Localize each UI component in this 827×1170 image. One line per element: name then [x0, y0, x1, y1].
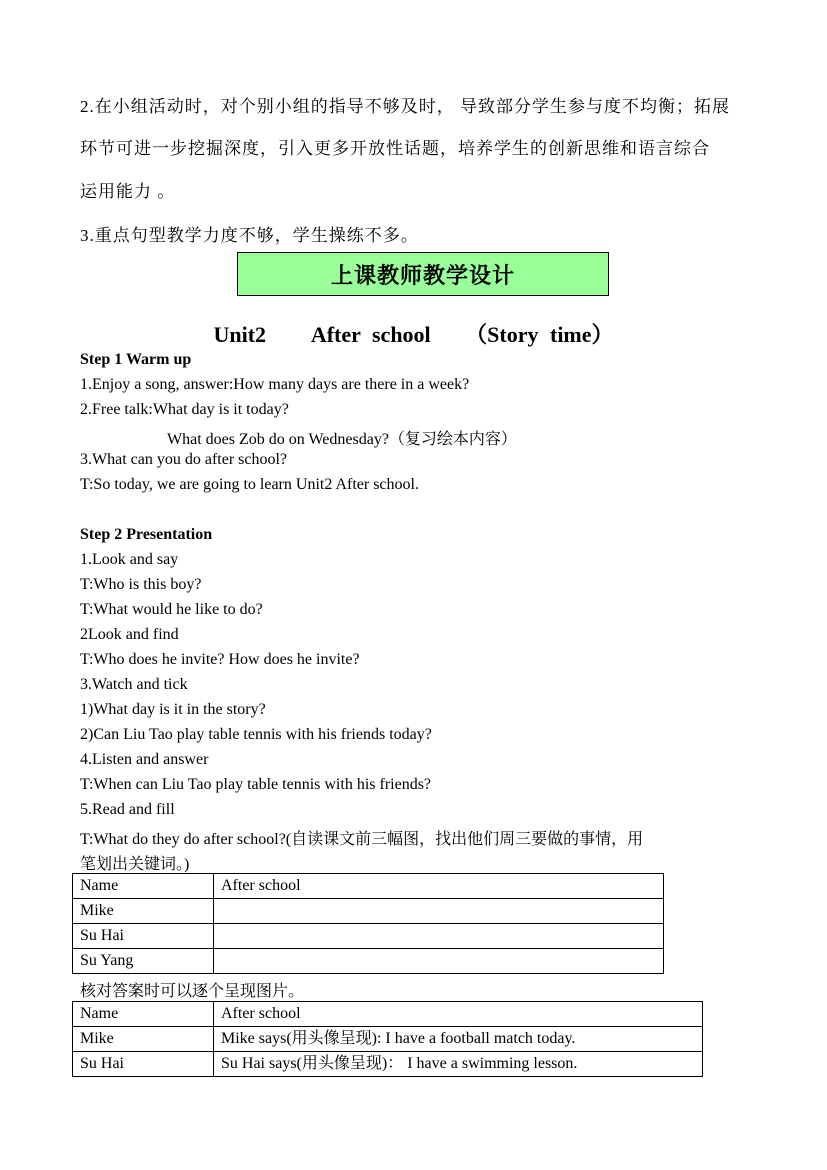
step1-heading: Step 1 Warm up — [80, 351, 192, 368]
step2-line: T:When can Liu Tao play table tennis with his friends? — [80, 776, 432, 793]
table-header-cell: Name — [73, 1002, 214, 1027]
table-cell-name: Su Yang — [73, 949, 214, 974]
fill-table — [72, 873, 664, 974]
table-cell-name: Mike — [73, 1027, 214, 1052]
table-row — [73, 949, 664, 974]
section-banner — [237, 252, 609, 296]
table-header-cell: Name — [73, 874, 214, 899]
step1-line: 3.What can you do after school? — [80, 451, 288, 468]
step2-line: 4.Listen and answer — [80, 751, 209, 768]
reflection-line: 运用能力 。 — [80, 182, 176, 201]
table-cell-name: Su Hai — [73, 924, 214, 949]
reflection-line: 3.重点句型教学力度不够，学生操练不多。 — [80, 226, 419, 245]
table-header-cell: After school — [214, 1002, 703, 1027]
step2-line: T:Who does he invite? How does he invite? — [80, 651, 360, 668]
table-cell-answer — [214, 899, 664, 924]
step2-line: 笔划出关键词。) — [80, 856, 190, 873]
step2-heading: Step 2 Presentation — [80, 526, 213, 543]
step2-line: 2)Can Liu Tao play table tennis with his friends today? — [80, 726, 432, 743]
note-text: 核对答案时可以逐个呈现图片。 — [80, 983, 305, 1000]
answer-table — [72, 1001, 703, 1077]
table-cell-name: Mike — [73, 899, 214, 924]
table-header-row — [73, 1002, 703, 1027]
table-row — [73, 1052, 703, 1077]
step2-line: 1.Look and say — [80, 551, 179, 568]
reflection-line: 2.在小组活动时，对个别小组的指导不够及时， 导致部分学生参与度不均衡；拓展 — [80, 97, 730, 116]
step1-line: 2.Free talk:What day is it today? — [80, 401, 289, 418]
reflection-line: 环节可进一步挖掘深度，引入更多开放性话题，培养学生的创新思维和语言综合 — [80, 139, 710, 158]
step2-line: T:Who is this boy? — [80, 576, 202, 593]
step2-line: 2Look and find — [80, 626, 179, 643]
table-cell-answer: Su Hai says(用头像呈现)： I have a swimming lesson. — [214, 1052, 703, 1077]
unit-title: Unit2 After school （Story time） — [213, 322, 614, 347]
table-header-cell: After school — [214, 874, 664, 899]
table-row — [73, 1027, 703, 1052]
step1-line: 1.Enjoy a song, answer:How many days are there in a week? — [80, 376, 470, 393]
table-cell-answer: Mike says(用头像呈现): I have a football match today. — [214, 1027, 703, 1052]
table-cell-answer — [214, 949, 664, 974]
banner-title: 上课教师教学设计 — [330, 263, 515, 289]
step2-line: 3.Watch and tick — [80, 676, 188, 693]
table-cell-name: Su Hai — [73, 1052, 214, 1077]
table-header-row — [73, 874, 664, 899]
step2-line: 5.Read and fill — [80, 801, 175, 818]
step1-line: T:So today, we are going to learn Unit2 After school. — [80, 476, 419, 493]
table-cell-answer — [214, 924, 664, 949]
table-row — [73, 899, 664, 924]
step2-line: 1)What day is it in the story? — [80, 701, 266, 718]
step2-line: T:What do they do after school?(自读课文前三幅图，找出他们周三要做的事情，用 — [80, 831, 644, 848]
step1-line: What does Zob do on Wednesday?（复习绘本内容） — [167, 431, 517, 448]
step2-line: T:What would he like to do? — [80, 601, 263, 618]
table-row — [73, 924, 664, 949]
